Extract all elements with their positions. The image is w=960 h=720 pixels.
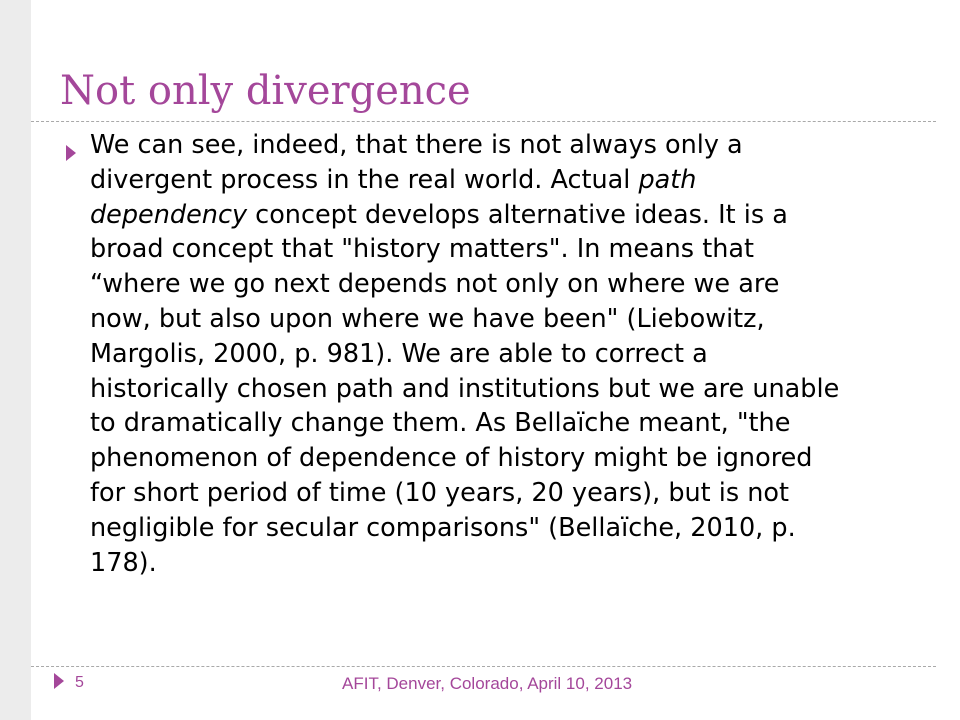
footer-arrow-icon [54, 673, 64, 689]
body-line [90, 302, 920, 337]
title-divider [31, 121, 936, 122]
italic-term: path [638, 164, 697, 195]
body-text-run: 178). [90, 547, 157, 578]
footer-text: AFIT, Denver, Colorado, April 10, 2013 [342, 674, 633, 693]
body-text-run: phenomenon of dependence of history might be ignored [90, 443, 813, 474]
body-line [90, 267, 920, 302]
body-text-run: Margolis, 2000, p. 981). We are able to correct a [90, 338, 708, 369]
body-text-run: “where we go next depends not only on where we are [90, 269, 780, 300]
body-line [90, 441, 920, 476]
body-text-run: now, but also upon where we have been" (Liebowitz, [90, 303, 765, 334]
bullet-arrow-icon [66, 145, 76, 161]
body-line [90, 128, 920, 163]
left-accent-bar [0, 0, 31, 720]
body-text-run: broad concept that "history matters". In means that [90, 234, 754, 265]
body-paragraph [90, 128, 920, 580]
body-text-run: We can see, indeed, that there is not always only a [90, 130, 743, 160]
footer-divider [31, 666, 936, 667]
body-text-run: historically chosen path and institutions but we are unable [90, 373, 840, 404]
body-line [90, 198, 920, 233]
italic-term: dependency [90, 199, 248, 230]
body-line [90, 546, 920, 581]
slide-number: 5 [75, 674, 84, 691]
body-text-run: negligible for secular comparisons" (Bellaïche, 2010, p. [90, 512, 796, 543]
body-line [90, 476, 920, 511]
body-line [90, 232, 920, 267]
body-text-run: for short period of time (10 years, 20 years), but is not [90, 477, 790, 508]
body-line [90, 372, 920, 407]
slide-title: Not only divergence [60, 68, 471, 114]
body-text-run: divergent process in the real world. Actual [90, 164, 639, 195]
body-line [90, 511, 920, 546]
body-text-run: concept develops alternative ideas. It is a [247, 199, 788, 230]
body-line [90, 337, 920, 372]
body-text-run: to dramatically change them. As Bellaïche meant, "the [90, 408, 791, 439]
body-line [90, 163, 920, 198]
body-line [90, 406, 920, 441]
